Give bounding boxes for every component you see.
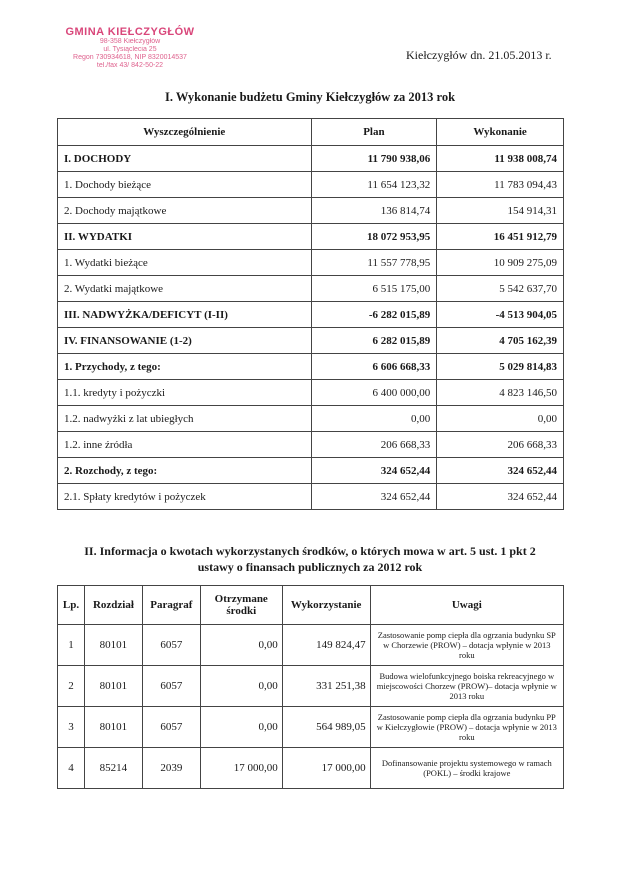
plan-value: 136 814,74 (311, 198, 437, 224)
stamp-line: tel./fax 43/ 842-50-22 (96, 62, 164, 69)
budget-row (58, 406, 564, 432)
wykorzystanie-cell: 149 824,47 (282, 625, 370, 666)
plan-value: 6 282 015,89 (311, 328, 437, 354)
execution-value: 324 652,44 (437, 484, 564, 510)
execution-value: 10 909 275,09 (437, 250, 564, 276)
otrzymane-cell: 0,00 (200, 666, 282, 707)
stamp-line: 98-358 Kiełczygłów (99, 38, 161, 45)
section2-title: II. Informacja o kwotach wykorzystanych środków, o których mowa w art. 5 ust. 1 pkt 2 ustawy o finansach publicznych za 2012 rok (84, 544, 536, 574)
uwagi-cell: Budowa wielofunkcyjnego boiska rekreacyjnego w miejscowości Chorzew (PROW)– dotacja wpłynie w 2013 roku (370, 666, 563, 707)
execution-value: 206 668,33 (437, 432, 564, 458)
rozdzial-cell: 80101 (84, 707, 142, 748)
plan-value: 324 652,44 (311, 484, 437, 510)
execution-value: 0,00 (437, 406, 564, 432)
budget-row (58, 328, 564, 354)
row-label: IV. FINANSOWANIE (1-2) (58, 328, 312, 354)
wykorzystanie-cell: 564 989,05 (282, 707, 370, 748)
header-otrzymane: Otrzymane środki (200, 586, 282, 625)
plan-value: 6 606 668,33 (311, 354, 437, 380)
row-label: 2. Dochody majątkowe (58, 198, 312, 224)
lp-cell: 3 (58, 707, 85, 748)
budget-row (58, 146, 564, 172)
paragraf-cell: 2039 (142, 748, 200, 789)
rozdzial-cell: 85214 (84, 748, 142, 789)
budget-row (58, 354, 564, 380)
budget-row (58, 432, 564, 458)
funds-row (58, 625, 564, 666)
header-paragraf: Paragraf (142, 586, 200, 625)
uwagi-cell: Zastosowanie pomp ciepła dla ogrzania budynku SP w Chorzewie (PROW) – dotacja wpłynie w 2013 roku (370, 625, 563, 666)
header-plan: Plan (311, 119, 437, 146)
paragraf-cell: 6057 (142, 707, 200, 748)
execution-value: 11 938 008,74 (437, 146, 564, 172)
plan-value: 11 790 938,06 (311, 146, 437, 172)
execution-value: 5 029 814,83 (437, 354, 564, 380)
plan-value: 0,00 (311, 406, 437, 432)
budget-row (58, 458, 564, 484)
budget-row (58, 250, 564, 276)
municipality-stamp (56, 26, 204, 70)
row-label: 1.1. kredyty i pożyczki (58, 380, 312, 406)
header-uwagi: Uwagi (370, 586, 563, 625)
header-execution: Wykonanie (437, 119, 564, 146)
plan-value: 6 515 175,00 (311, 276, 437, 302)
row-label: 2. Wydatki majątkowe (58, 276, 312, 302)
plan-value: 324 652,44 (311, 458, 437, 484)
budget-table (57, 118, 564, 510)
funds-row (58, 666, 564, 707)
row-label: 1.2. inne źródła (58, 432, 312, 458)
lp-cell: 4 (58, 748, 85, 789)
stamp-line: Regon 730934618, NIP 8320014537 (73, 54, 187, 61)
wykorzystanie-cell: 17 000,00 (282, 748, 370, 789)
execution-value: 154 914,31 (437, 198, 564, 224)
paragraf-cell: 6057 (142, 625, 200, 666)
funds-row (58, 748, 564, 789)
row-label: I. DOCHODY (58, 146, 312, 172)
row-label: 2. Rozchody, z tego: (58, 458, 312, 484)
plan-value: 11 654 123,32 (311, 172, 437, 198)
document-date: Kiełczygłów dn. 21.05.2013 r. (406, 48, 552, 62)
row-label: 1. Przychody, z tego: (58, 354, 312, 380)
budget-row (58, 380, 564, 406)
plan-value: 11 557 778,95 (311, 250, 437, 276)
execution-value: 4 705 162,39 (437, 328, 564, 354)
otrzymane-cell: 17 000,00 (200, 748, 282, 789)
plan-value: 206 668,33 (311, 432, 437, 458)
plan-value: -6 282 015,89 (311, 302, 437, 328)
wykorzystanie-cell: 331 251,38 (282, 666, 370, 707)
execution-value: -4 513 904,05 (437, 302, 564, 328)
budget-row (58, 198, 564, 224)
budget-row (58, 484, 564, 510)
lp-cell: 2 (58, 666, 85, 707)
budget-header-row (58, 119, 564, 146)
row-label: III. NADWYŻKA/DEFICYT (I-II) (58, 302, 312, 328)
budget-row (58, 276, 564, 302)
budget-row (58, 302, 564, 328)
rozdzial-cell: 80101 (84, 666, 142, 707)
otrzymane-cell: 0,00 (200, 625, 282, 666)
otrzymane-cell: 0,00 (200, 707, 282, 748)
plan-value: 6 400 000,00 (311, 380, 437, 406)
row-label: 1. Dochody bieżące (58, 172, 312, 198)
funds-row (58, 707, 564, 748)
execution-value: 11 783 094,43 (437, 172, 564, 198)
funds-table (57, 585, 564, 789)
lp-cell: 1 (58, 625, 85, 666)
header-description: Wyszczególnienie (58, 119, 312, 146)
row-label: 2.1. Spłaty kredytów i pożyczek (58, 484, 312, 510)
execution-value: 5 542 637,70 (437, 276, 564, 302)
row-label: 1. Wydatki bieżące (58, 250, 312, 276)
budget-row (58, 224, 564, 250)
header-lp: Lp. (58, 586, 85, 625)
budget-row (58, 172, 564, 198)
execution-value: 324 652,44 (437, 458, 564, 484)
uwagi-cell: Dofinansowanie projektu systemowego w ramach (POKL) – środki krajowe (370, 748, 563, 789)
uwagi-cell: Zastosowanie pomp ciepła dla ogrzania budynku PP w Kiełczygłowie (PROW) – dotacja wpłynie w 2013 roku (370, 707, 563, 748)
funds-header-row (58, 586, 564, 625)
row-label: 1.2. nadwyżki z lat ubiegłych (58, 406, 312, 432)
rozdzial-cell: 80101 (84, 625, 142, 666)
execution-value: 4 823 146,50 (437, 380, 564, 406)
stamp-title: GMINA KIEŁCZYGŁÓW (65, 26, 195, 38)
header-wykorzystanie: Wykorzystanie (282, 586, 370, 625)
section1-title: I. Wykonanie budżetu Gminy Kiełczygłów za 2013 rok (164, 90, 456, 104)
execution-value: 16 451 912,79 (437, 224, 564, 250)
plan-value: 18 072 953,95 (311, 224, 437, 250)
stamp-line: ul. Tysiąclecia 25 (103, 46, 157, 53)
header-rozdzial: Rozdział (84, 586, 142, 625)
row-label: II. WYDATKI (58, 224, 312, 250)
paragraf-cell: 6057 (142, 666, 200, 707)
